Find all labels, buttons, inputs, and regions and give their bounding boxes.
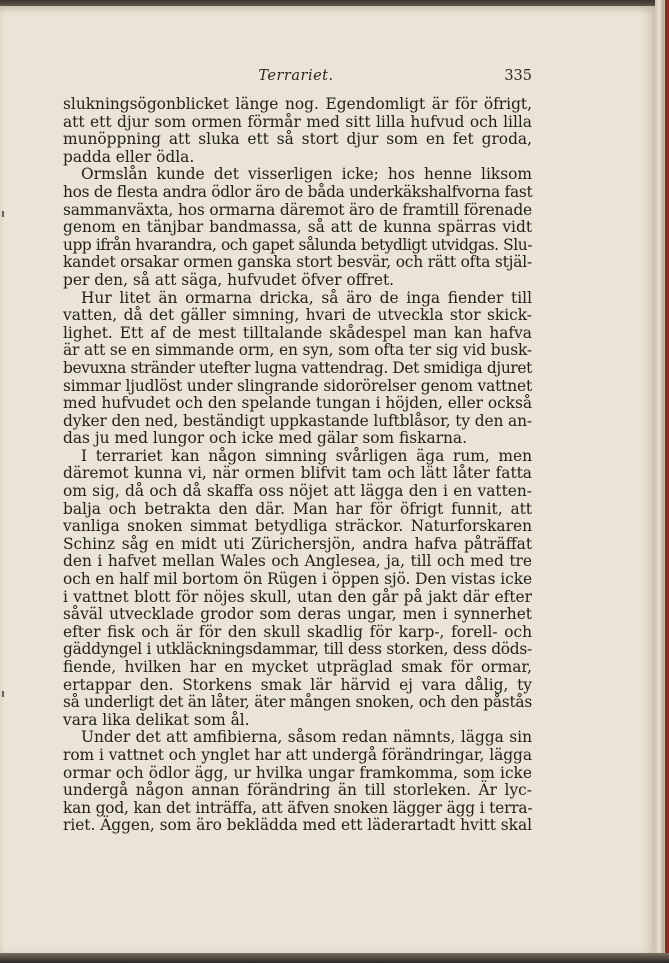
text-line: vatten, då det gäller simning, hvari de utveckla stor skick- [63, 306, 532, 325]
margin-mark [2, 211, 4, 217]
page-number: 335 [504, 68, 532, 84]
text-line: per den, så att säga, hufvudet öfver offret. [63, 270, 395, 289]
text-line: är att se en simmande orm, en syn, som ofta ter sig vid busk- [63, 341, 532, 360]
text-line: vara lika delikat som ål. [63, 710, 250, 729]
text-line: Under det att amfibierna, såsom redan nämnts, lägga sin [81, 728, 532, 747]
text-line: kandet orsakar ormen ganska stort besvär, och rätt ofta stjäl- [63, 253, 532, 272]
text-line: och en half mil bortom ön Rügen i öppen sjö. Den vistas icke [63, 570, 532, 589]
text-line: lighet. Ett af de mest tilltalande skådespel man kan hafva [63, 323, 532, 342]
text-line: dyker den ned, beständigt uppkastande luftblåsor, ty den an- [63, 411, 532, 430]
text-line: upp ifrån hvarandra, och gapet sålunda betydligt utvidgas. Slu- [63, 235, 532, 254]
text-line: sammanväxta, hos ormarna däremot äro de framtill förenade [63, 200, 532, 219]
text-line: fiende, hvilken har en mycket utpräglad smak för ormar, [63, 658, 532, 676]
text-line: med hufvudet och den spelande tungan i höjden, eller också [63, 394, 532, 413]
text-line: att ett djur som ormen förmår med sitt lilla hufvud och lilla [63, 112, 532, 131]
text-line: kan god, kan det inträffa, att äfven snoken lägger ägg i terra- [63, 798, 533, 817]
margin-mark [2, 691, 4, 697]
text-line: Hur litet än ormarna dricka, så äro de inga fiender till [81, 288, 532, 307]
text-line: om sig, då och då skaffa oss nöjet att lägga den i en vatten- [63, 482, 532, 501]
text-line: munöppning att sluka ett så stort djur som en fet groda, [63, 130, 532, 149]
text-line: såväl utvecklade grodor som deras ungar, men i synnerhet [63, 605, 532, 624]
text-line: den i hafvet mellan Wales och Anglesea, ja, till och med tre [63, 552, 532, 571]
text-line: padda eller ödla. [63, 147, 195, 166]
text-line: i vattnet blott för nöjes skull, utan den går på jakt där efter [63, 587, 532, 606]
text-line: bevuxna stränder utefter lugna vattendrag. Det smidiga djuret [63, 358, 532, 377]
text-line: gäddyngel i utkläckningsdammar, till dess storken, dess döds- [63, 640, 532, 659]
text-line: rom i vattnet och ynglet har att undergå förändringar, lägga [63, 745, 532, 764]
text-line: das ju med lungor och icke med gälar som fiskarna. [63, 429, 467, 448]
text-line: balja och betrakta den där. Man har för öfrigt funnit, att [63, 499, 532, 518]
text-line: slukningsögonblicket länge nog. Egendomligt är för öfrigt, [63, 95, 532, 113]
text-line: hos de flesta andra ödlor äro de båda underkäkshalfvorna fast [63, 182, 533, 201]
text-line: simmar ljudlöst under slingrande sidorörelser genom vattnet [63, 376, 532, 395]
text-line: undergå någon annan förändring än till storleken. Är lyc- [63, 781, 532, 800]
running-header [60, 68, 532, 88]
text-line: riet. Äggen, som äro beklädda med ett läderartadt hvitt skal [63, 816, 532, 835]
text-line: Ormslån kunde det visserligen icke; hos henne liksom [81, 165, 532, 184]
text-line: ertappar den. Storkens smak lär härvid ej vara dålig, ty [63, 675, 532, 694]
text-line: I terrariet kan någon simning svårligen äga rum, men [81, 446, 532, 465]
text-line: efter fisk och är för den skull skadlig för karp-, forell- och [63, 622, 532, 641]
text-line: ormar och ödlor ägg, ur hvilka ungar framkomma, som icke [63, 763, 532, 782]
running-title: Terrariet. [258, 68, 334, 84]
text-line: vanliga snoken simmat betydliga sträckor. Naturforskaren [63, 517, 532, 536]
text-line: genom en tänjbar bandmassa, så att de kunna spärras vidt [63, 218, 532, 237]
page-edge [655, 0, 669, 963]
text-line: så underligt det än låter, äter mången snoken, och den påstås [63, 693, 532, 712]
body-text [63, 96, 532, 835]
text-line: däremot kunna vi, när ormen blifvit tam och lätt låter fatta [63, 464, 532, 483]
book-cover-edge [665, 0, 669, 963]
page-bottom-shadow [0, 953, 669, 963]
text-line: Schinz såg en midt uti Zürichersjön, andra hafva påträffat [63, 534, 532, 553]
